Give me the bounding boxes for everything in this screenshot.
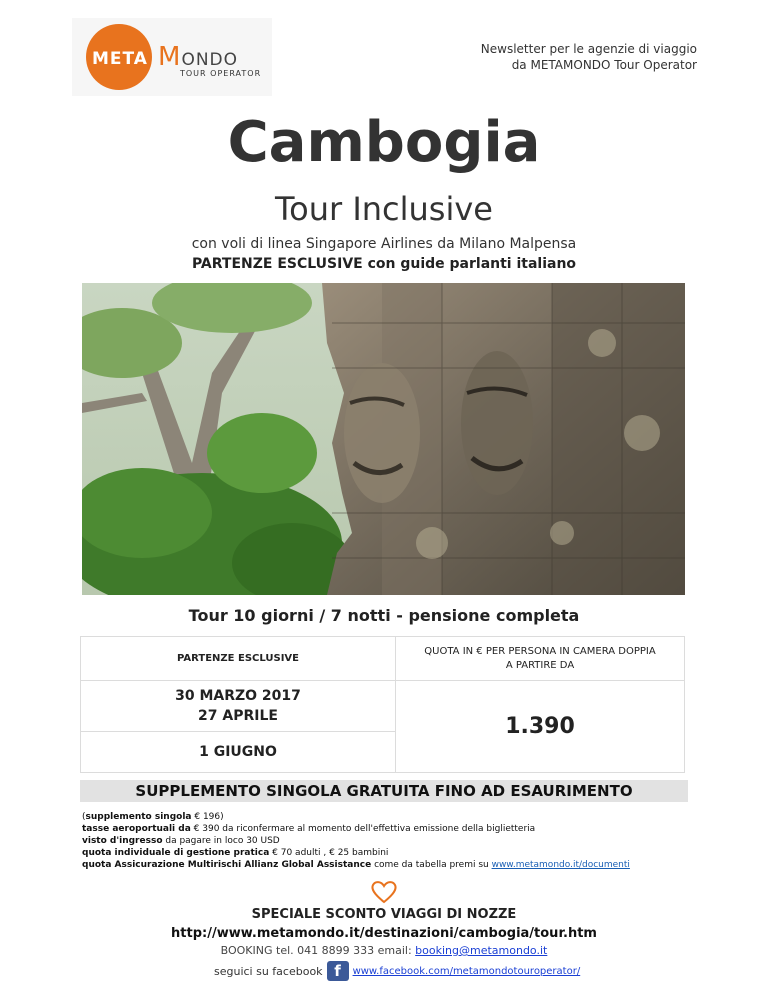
note-text: € 196) <box>191 812 224 822</box>
note-label: quota Assicurazione Multirischi Allianz Global Assistance <box>82 860 372 870</box>
note-label: visto d'ingresso <box>82 836 163 846</box>
header-departures: PARTENZE ESCLUSIVE <box>81 637 396 681</box>
tour-duration: Tour 10 giorni / 7 notti - pensione completa <box>188 606 580 625</box>
logo-mondo-text <box>158 42 238 72</box>
flights-line: con voli di linea Singapore Airlines da Milano Malpensa <box>191 236 577 252</box>
facebook-label: seguici su facebook <box>214 964 323 978</box>
note-line <box>82 859 702 871</box>
note-text: come da tabella premi su <box>371 860 492 870</box>
header-quota <box>396 637 685 681</box>
note-text: da pagare in loco 30 USD <box>162 836 280 846</box>
prices-table <box>80 636 685 773</box>
documents-link[interactable]: www.metamondo.it/documenti <box>491 860 630 870</box>
supplement-banner: SUPPLEMENTO SINGOLA GRATUITA FINO AD ESAURIMENTO <box>80 780 688 802</box>
booking-email-link[interactable]: booking@metamondo.it <box>415 944 548 957</box>
honeymoon-offer: SPECIALE SCONTO VIAGGI DI NOZZE <box>251 907 517 922</box>
header-quota-line-2: A PARTIRE DA <box>505 659 575 671</box>
facebook-link[interactable]: www.facebook.com/metamondotouroperator/ <box>352 965 581 977</box>
logo-mondo-rest: ONDO <box>181 50 239 70</box>
note-line <box>82 847 702 859</box>
logo-tagline: TOUR OPERATOR <box>180 69 262 78</box>
temple-photo <box>82 283 685 595</box>
newsletter-line-1: Newsletter per le agenzie di viaggio <box>480 42 697 56</box>
facebook-line <box>214 960 580 982</box>
logo-mondo-initial: M <box>158 42 182 72</box>
note-text: € 70 adulti , € 25 bambini <box>269 848 389 858</box>
note-text: ( <box>82 812 86 822</box>
note-line <box>82 835 702 847</box>
note-line <box>82 823 702 835</box>
metamondo-logo <box>72 18 272 96</box>
newsletter-line-2: da METAMONDO Tour Operator <box>511 58 697 72</box>
note-label: quota individuale di gestione pratica <box>82 848 270 858</box>
price-cell: 1.390 <box>396 681 685 773</box>
departure-date: 27 APRILE <box>198 708 278 724</box>
heart-icon <box>370 880 398 904</box>
departure-date: 1 GIUGNO <box>81 732 396 773</box>
departure-dates-cell <box>81 681 396 732</box>
header-quota-line-1: QUOTA IN € PER PERSONA IN CAMERA DOPPIA <box>424 645 656 657</box>
notes-block <box>82 811 702 871</box>
exclusive-line: PARTENZE ESCLUSIVE con guide parlanti italiano <box>191 256 577 272</box>
booking-text: BOOKING tel. 041 8899 333 email: <box>220 944 416 957</box>
newsletter-caption <box>397 41 697 73</box>
page-title: Cambogia <box>227 110 541 175</box>
tour-url[interactable]: http://www.metamondo.it/destinazioni/cambogia/tour.htm <box>171 926 597 941</box>
note-line <box>82 811 702 823</box>
booking-line <box>0 944 768 957</box>
departure-date: 30 MARZO 2017 <box>175 688 301 704</box>
logo-meta-text: META <box>92 49 148 69</box>
note-text: € 390 da riconfermare al momento dell'effettiva emissione della biglietteria <box>190 824 536 834</box>
page-subtitle: Tour Inclusive <box>275 190 493 228</box>
note-label: supplemento singola <box>85 812 192 822</box>
note-label: tasse aeroportuali da <box>82 824 191 834</box>
facebook-icon[interactable]: f <box>327 961 349 981</box>
